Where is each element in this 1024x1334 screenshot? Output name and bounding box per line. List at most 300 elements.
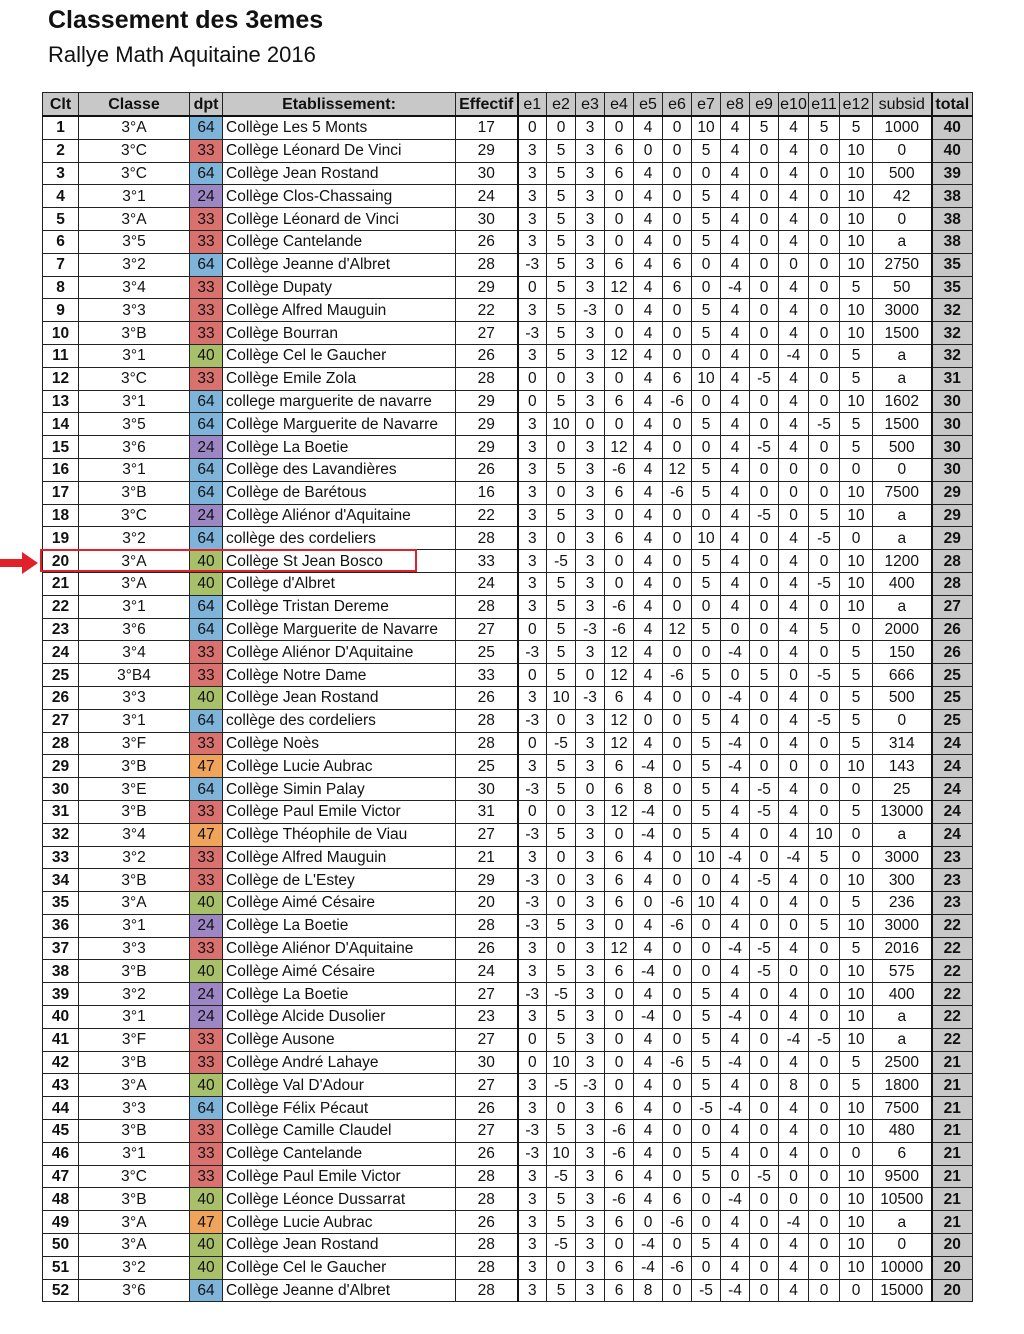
cell-total: 35	[932, 276, 973, 299]
cell-e12: 5	[840, 436, 873, 459]
table-row	[43, 367, 973, 390]
cell-subsid: 7500	[873, 481, 932, 504]
cell-e1: 3	[518, 436, 547, 459]
cell-etablissement: Collège de Barétous	[223, 481, 456, 504]
cell-e12: 10	[840, 253, 873, 276]
cell-e2: 0	[547, 892, 576, 915]
cell-e2: -5	[547, 550, 576, 573]
cell-rank: 37	[43, 937, 79, 960]
cell-e3: 3	[576, 1051, 605, 1074]
cell-e2: 5	[547, 253, 576, 276]
cell-e7: 5	[692, 755, 721, 778]
cell-e7: -5	[692, 1097, 721, 1120]
cell-e6: 0	[663, 1074, 692, 1097]
cell-etablissement: Collège Lucie Aubrac	[223, 1211, 456, 1234]
cell-rank: 50	[43, 1234, 79, 1257]
cell-e12: 5	[840, 344, 873, 367]
cell-e3: 3	[576, 1256, 605, 1279]
cell-classe: 3°A	[79, 116, 190, 139]
cell-effectif: 28	[456, 1279, 518, 1302]
cell-e11: 0	[809, 344, 840, 367]
cell-total: 22	[932, 937, 973, 960]
cell-e3: -3	[576, 1074, 605, 1097]
cell-e7: 5	[692, 618, 721, 641]
cell-e7: 5	[692, 208, 721, 231]
cell-e9: 0	[750, 892, 779, 915]
cell-e11: 5	[809, 914, 840, 937]
cell-e10: 4	[779, 1256, 809, 1279]
cell-e4: 6	[605, 686, 634, 709]
cell-subsid: a	[873, 527, 932, 550]
cell-e5: 4	[634, 322, 663, 345]
cell-e1: 3	[518, 1006, 547, 1029]
cell-e11: 0	[809, 458, 840, 481]
table-row	[43, 960, 973, 983]
cell-e5: 4	[634, 1165, 663, 1188]
cell-e7: 5	[692, 185, 721, 208]
cell-effectif: 28	[456, 1165, 518, 1188]
cell-rank: 26	[43, 686, 79, 709]
cell-e11: 0	[809, 322, 840, 345]
header-e9: e9	[750, 93, 779, 117]
cell-e7: 0	[692, 1256, 721, 1279]
cell-e7: 5	[692, 139, 721, 162]
cell-e9: 0	[750, 1051, 779, 1074]
cell-e12: 5	[840, 1074, 873, 1097]
cell-e9: 0	[750, 230, 779, 253]
cell-e1: 3	[518, 595, 547, 618]
cell-e5: 4	[634, 162, 663, 185]
cell-e11: 0	[809, 1074, 840, 1097]
cell-e7: 0	[692, 686, 721, 709]
cell-e12: 10	[840, 960, 873, 983]
cell-e4: 6	[605, 960, 634, 983]
header-e5: e5	[634, 93, 663, 117]
cell-e2: 0	[547, 800, 576, 823]
table-row	[43, 1074, 973, 1097]
cell-e11: 0	[809, 367, 840, 390]
cell-e2: 5	[547, 641, 576, 664]
cell-e11: 0	[809, 937, 840, 960]
cell-e9: 0	[750, 914, 779, 937]
cell-e10: 4	[779, 436, 809, 459]
cell-subsid: 666	[873, 664, 932, 687]
cell-rank: 1	[43, 116, 79, 139]
cell-e11: 0	[809, 1051, 840, 1074]
cell-e3: 3	[576, 481, 605, 504]
cell-e4: 6	[605, 1165, 634, 1188]
cell-etablissement: Collège Marguerite de Navarre	[223, 413, 456, 436]
cell-e5: -4	[634, 960, 663, 983]
header-classe: Classe	[79, 93, 190, 117]
cell-etablissement: Collège Cel le Gaucher	[223, 344, 456, 367]
cell-e3: -3	[576, 299, 605, 322]
cell-e10: -4	[779, 1028, 809, 1051]
cell-subsid: a	[873, 1006, 932, 1029]
cell-e9: 5	[750, 664, 779, 687]
cell-e4: 6	[605, 869, 634, 892]
cell-rank: 6	[43, 230, 79, 253]
cell-e4: 0	[605, 367, 634, 390]
cell-e1: 3	[518, 686, 547, 709]
cell-e12: 0	[840, 778, 873, 801]
cell-e10: 0	[779, 755, 809, 778]
cell-total: 21	[932, 1188, 973, 1211]
cell-e8: 4	[721, 481, 750, 504]
cell-e6: 0	[663, 299, 692, 322]
cell-subsid: a	[873, 344, 932, 367]
cell-e7: 10	[692, 846, 721, 869]
cell-e12: 0	[840, 823, 873, 846]
table-header-row	[43, 93, 973, 117]
cell-dpt: 33	[190, 846, 223, 869]
cell-e9: 0	[750, 1006, 779, 1029]
cell-e5: -4	[634, 800, 663, 823]
cell-classe: 3°3	[79, 1097, 190, 1120]
cell-e12: 5	[840, 892, 873, 915]
cell-e1: 3	[518, 1097, 547, 1120]
cell-classe: 3°6	[79, 1279, 190, 1302]
cell-total: 21	[932, 1142, 973, 1165]
cell-e1: -3	[518, 892, 547, 915]
cell-e2: -5	[547, 1074, 576, 1097]
cell-e1: 3	[518, 458, 547, 481]
cell-e5: 4	[634, 481, 663, 504]
cell-effectif: 28	[456, 1188, 518, 1211]
cell-e1: 3	[518, 1165, 547, 1188]
cell-e4: 6	[605, 778, 634, 801]
ranking-table	[42, 92, 973, 1302]
cell-total: 21	[932, 1120, 973, 1143]
cell-total: 32	[932, 322, 973, 345]
cell-e3: 3	[576, 914, 605, 937]
cell-e8: 4	[721, 1211, 750, 1234]
cell-rank: 33	[43, 846, 79, 869]
cell-e7: 5	[692, 572, 721, 595]
cell-e6: -6	[663, 1051, 692, 1074]
cell-e8: 4	[721, 1256, 750, 1279]
cell-e1: 0	[518, 618, 547, 641]
cell-etablissement: Collège Théophile de Viau	[223, 823, 456, 846]
cell-etablissement: Collège Paul Emile Victor	[223, 1165, 456, 1188]
cell-e5: 4	[634, 230, 663, 253]
cell-rank: 8	[43, 276, 79, 299]
cell-total: 38	[932, 208, 973, 231]
cell-total: 24	[932, 732, 973, 755]
cell-etablissement: Collège Léonard de Vinci	[223, 208, 456, 231]
cell-dpt: 40	[190, 686, 223, 709]
cell-e12: 10	[840, 914, 873, 937]
cell-e4: 0	[605, 1074, 634, 1097]
cell-e11: -5	[809, 527, 840, 550]
cell-e10: 4	[779, 139, 809, 162]
cell-rank: 12	[43, 367, 79, 390]
table-row	[43, 1256, 973, 1279]
cell-e11: 5	[809, 504, 840, 527]
cell-e10: 4	[779, 367, 809, 390]
cell-rank: 24	[43, 641, 79, 664]
cell-e4: 0	[605, 185, 634, 208]
cell-e3: 3	[576, 1142, 605, 1165]
cell-e9: 0	[750, 413, 779, 436]
cell-etablissement: Collège La Boetie	[223, 436, 456, 459]
cell-classe: 3°F	[79, 1028, 190, 1051]
cell-e9: 5	[750, 116, 779, 139]
cell-effectif: 22	[456, 299, 518, 322]
cell-classe: 3°6	[79, 436, 190, 459]
cell-e1: 3	[518, 527, 547, 550]
cell-e2: 0	[547, 116, 576, 139]
cell-e1: 3	[518, 550, 547, 573]
cell-e4: 6	[605, 481, 634, 504]
cell-e12: 10	[840, 230, 873, 253]
cell-e10: 0	[779, 960, 809, 983]
cell-dpt: 47	[190, 755, 223, 778]
cell-e6: 0	[663, 139, 692, 162]
cell-total: 22	[932, 960, 973, 983]
cell-effectif: 20	[456, 892, 518, 915]
cell-e1: 0	[518, 390, 547, 413]
cell-e3: 3	[576, 208, 605, 231]
cell-classe: 3°A	[79, 1234, 190, 1257]
cell-etablissement: Collège Alfred Mauguin	[223, 299, 456, 322]
cell-e9: 0	[750, 823, 779, 846]
cell-e9: 0	[750, 527, 779, 550]
cell-subsid: 10000	[873, 1256, 932, 1279]
table-row	[43, 846, 973, 869]
cell-e1: 3	[518, 937, 547, 960]
cell-e10: 4	[779, 641, 809, 664]
cell-etablissement: Collège d'Albret	[223, 572, 456, 595]
cell-e5: 4	[634, 914, 663, 937]
cell-total: 25	[932, 709, 973, 732]
cell-e6: 0	[663, 1165, 692, 1188]
cell-e1: 3	[518, 572, 547, 595]
cell-e12: 10	[840, 390, 873, 413]
cell-total: 30	[932, 436, 973, 459]
cell-e6: 0	[663, 162, 692, 185]
cell-e6: 0	[663, 344, 692, 367]
table-row	[43, 1234, 973, 1257]
cell-e11: 0	[809, 276, 840, 299]
cell-e6: 0	[663, 1142, 692, 1165]
cell-e7: 5	[692, 1051, 721, 1074]
cell-e6: 0	[663, 1120, 692, 1143]
cell-total: 31	[932, 367, 973, 390]
cell-total: 26	[932, 641, 973, 664]
cell-e10: 4	[779, 892, 809, 915]
cell-effectif: 25	[456, 755, 518, 778]
cell-e11: 0	[809, 892, 840, 915]
cell-dpt: 40	[190, 1074, 223, 1097]
cell-subsid: 42	[873, 185, 932, 208]
cell-e3: 3	[576, 960, 605, 983]
cell-dpt: 40	[190, 960, 223, 983]
cell-e9: 0	[750, 550, 779, 573]
cell-e10: 4	[779, 1097, 809, 1120]
cell-e4: 12	[605, 937, 634, 960]
cell-e3: 3	[576, 322, 605, 345]
cell-etablissement: Collège Tristan Dereme	[223, 595, 456, 618]
cell-dpt: 33	[190, 869, 223, 892]
table-row	[43, 344, 973, 367]
table-row	[43, 869, 973, 892]
cell-dpt: 64	[190, 709, 223, 732]
cell-e12: 10	[840, 1234, 873, 1257]
cell-e7: -5	[692, 1279, 721, 1302]
cell-e2: -5	[547, 983, 576, 1006]
cell-e3: 3	[576, 276, 605, 299]
cell-e4: 0	[605, 116, 634, 139]
cell-dpt: 33	[190, 322, 223, 345]
cell-e12: 5	[840, 709, 873, 732]
cell-dpt: 24	[190, 504, 223, 527]
cell-total: 29	[932, 481, 973, 504]
cell-e3: 3	[576, 185, 605, 208]
cell-e11: 0	[809, 436, 840, 459]
cell-e1: -3	[518, 709, 547, 732]
cell-e4: 6	[605, 892, 634, 915]
cell-dpt: 40	[190, 572, 223, 595]
table-row	[43, 527, 973, 550]
cell-etablissement: Collège Jean Rostand	[223, 1234, 456, 1257]
cell-e2: 0	[547, 709, 576, 732]
cell-e12: 10	[840, 1256, 873, 1279]
cell-total: 25	[932, 686, 973, 709]
cell-subsid: 500	[873, 436, 932, 459]
cell-e12: 10	[840, 1165, 873, 1188]
cell-e5: 4	[634, 185, 663, 208]
cell-etablissement: Collège André Lahaye	[223, 1051, 456, 1074]
cell-subsid: a	[873, 367, 932, 390]
cell-rank: 32	[43, 823, 79, 846]
cell-rank: 40	[43, 1006, 79, 1029]
cell-dpt: 40	[190, 344, 223, 367]
cell-e4: 12	[605, 641, 634, 664]
cell-dpt: 33	[190, 276, 223, 299]
cell-e10: 0	[779, 481, 809, 504]
cell-classe: 3°F	[79, 732, 190, 755]
cell-dpt: 33	[190, 1165, 223, 1188]
cell-e11: 0	[809, 162, 840, 185]
cell-e8: 4	[721, 367, 750, 390]
cell-dpt: 33	[190, 664, 223, 687]
cell-classe: 3°C	[79, 367, 190, 390]
table-row	[43, 139, 973, 162]
cell-rank: 42	[43, 1051, 79, 1074]
cell-rank: 7	[43, 253, 79, 276]
table-row	[43, 1188, 973, 1211]
table-row	[43, 1051, 973, 1074]
cell-e3: 3	[576, 823, 605, 846]
cell-e5: 0	[634, 892, 663, 915]
cell-e10: 0	[779, 253, 809, 276]
cell-effectif: 27	[456, 618, 518, 641]
cell-e3: 3	[576, 504, 605, 527]
cell-e12: 5	[840, 732, 873, 755]
cell-classe: 3°A	[79, 572, 190, 595]
cell-e7: 5	[692, 458, 721, 481]
cell-effectif: 27	[456, 322, 518, 345]
cell-etablissement: Collège Dupaty	[223, 276, 456, 299]
cell-e2: 0	[547, 1256, 576, 1279]
cell-e11: 0	[809, 983, 840, 1006]
cell-rank: 27	[43, 709, 79, 732]
cell-dpt: 64	[190, 595, 223, 618]
cell-e3: 3	[576, 1165, 605, 1188]
cell-e2: 5	[547, 230, 576, 253]
cell-rank: 17	[43, 481, 79, 504]
cell-subsid: 50	[873, 276, 932, 299]
cell-e12: 5	[840, 641, 873, 664]
cell-e1: 3	[518, 504, 547, 527]
cell-e4: 6	[605, 1097, 634, 1120]
cell-classe: 3°B4	[79, 664, 190, 687]
table-row	[43, 436, 973, 459]
cell-effectif: 29	[456, 276, 518, 299]
cell-subsid: 2000	[873, 618, 932, 641]
cell-e11: -5	[809, 572, 840, 595]
cell-e10: 4	[779, 823, 809, 846]
cell-e12: 10	[840, 299, 873, 322]
cell-classe: 3°C	[79, 1165, 190, 1188]
table-row	[43, 550, 973, 573]
cell-e12: 5	[840, 413, 873, 436]
cell-e9: -5	[750, 937, 779, 960]
table-row	[43, 162, 973, 185]
cell-e11: 0	[809, 686, 840, 709]
header-total: total	[932, 93, 973, 117]
cell-e10: 4	[779, 572, 809, 595]
cell-etablissement: Collège Jeanne d'Albret	[223, 253, 456, 276]
cell-e2: 5	[547, 322, 576, 345]
cell-e11: 0	[809, 1097, 840, 1120]
cell-e2: 10	[547, 1051, 576, 1074]
cell-total: 22	[932, 914, 973, 937]
cell-e4: 12	[605, 709, 634, 732]
cell-e1: 0	[518, 1028, 547, 1051]
cell-e1: 0	[518, 800, 547, 823]
cell-e11: 10	[809, 823, 840, 846]
cell-classe: 3°2	[79, 253, 190, 276]
cell-e5: 4	[634, 436, 663, 459]
header-e11: e11	[809, 93, 840, 117]
cell-e12: 0	[840, 458, 873, 481]
cell-subsid: a	[873, 230, 932, 253]
cell-e6: 12	[663, 458, 692, 481]
cell-classe: 3°A	[79, 550, 190, 573]
cell-e3: 3	[576, 230, 605, 253]
cell-e5: 0	[634, 139, 663, 162]
cell-e6: 0	[663, 436, 692, 459]
cell-e10: 4	[779, 709, 809, 732]
cell-e12: 10	[840, 869, 873, 892]
cell-e4: 0	[605, 1051, 634, 1074]
cell-e2: 5	[547, 139, 576, 162]
table-row	[43, 800, 973, 823]
cell-e4: 0	[605, 1028, 634, 1051]
cell-effectif: 29	[456, 390, 518, 413]
cell-e8: 4	[721, 527, 750, 550]
cell-classe: 3°2	[79, 1256, 190, 1279]
cell-subsid: a	[873, 823, 932, 846]
cell-rank: 38	[43, 960, 79, 983]
cell-e12: 10	[840, 1006, 873, 1029]
cell-total: 23	[932, 846, 973, 869]
cell-e2: 5	[547, 618, 576, 641]
cell-effectif: 29	[456, 436, 518, 459]
cell-e11: 5	[809, 846, 840, 869]
